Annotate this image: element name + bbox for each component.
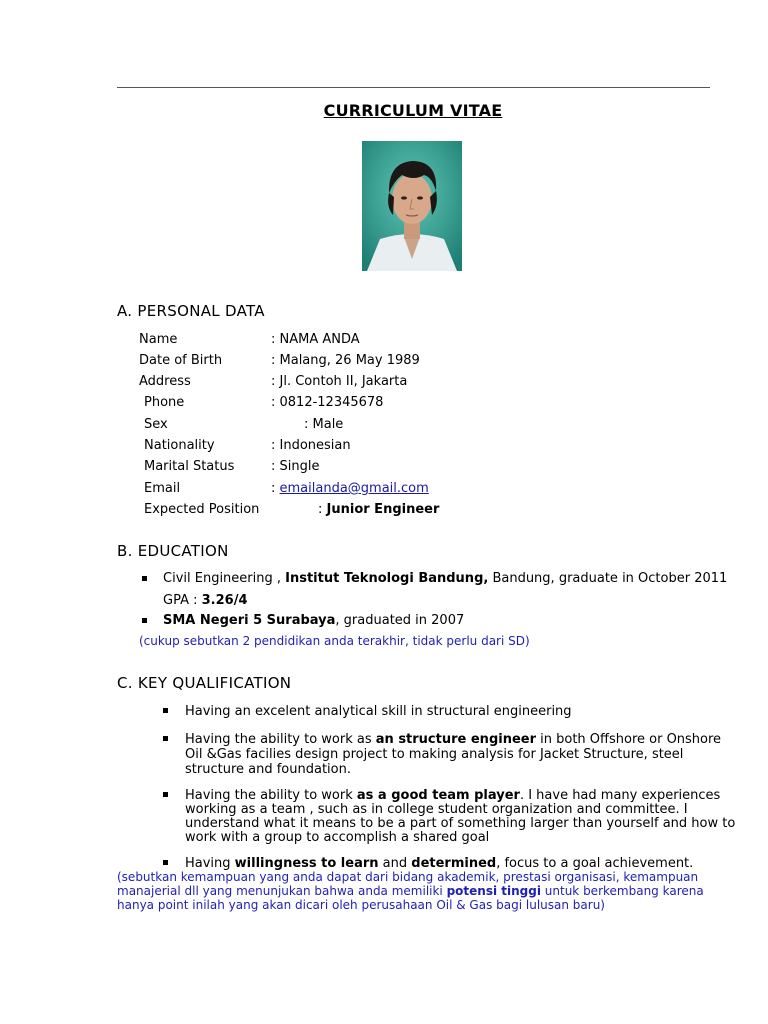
education-highschool-detail: , graduated in 2007 [335, 613, 465, 628]
text-span: and [378, 856, 412, 871]
section-heading-personal-data: A. PERSONAL DATA [117, 302, 265, 320]
qualification-item-4 [185, 856, 693, 871]
text-span: in both Offshore or Onshore [536, 732, 722, 747]
personal-label: Date of Birth [139, 353, 223, 368]
qualification-item-3-line-4: work with a group to accomplish a shared goal [185, 830, 490, 845]
qualification-note-line-2 [117, 884, 704, 898]
education-university-detail: Bandung, graduate in October 2011 [488, 571, 728, 586]
text-span: . I have had many experiences [519, 788, 721, 803]
qualification-item-3-line-2: working as a team , such as in college student organization and committee. I [185, 802, 688, 817]
personal-label: Phone [144, 395, 185, 410]
text-span: manajerial dll yang menunjukan bahwa anda memiliki [117, 884, 447, 898]
bullet-icon [163, 708, 168, 713]
document-title: CURRICULUM VITAE [323, 101, 503, 120]
qualification-item-2-line-3: structure and foundation. [185, 762, 351, 777]
education-highschool: SMA Negeri 5 Surabaya [163, 613, 336, 628]
personal-label: Name [139, 332, 178, 347]
text-span: Having [185, 856, 235, 871]
qualification-note-line-1: (sebutkan kemampuan yang anda dapat dari bidang akademik, prestasi organisasi, kemampuan [117, 870, 699, 884]
profile-photo [362, 141, 462, 271]
qualification-item-3-line-1 [185, 788, 720, 803]
profile-photo-image [362, 141, 462, 271]
personal-label: Nationality [144, 438, 215, 453]
bullet-icon [163, 736, 168, 741]
text-span: Having the ability to work as [185, 732, 376, 747]
personal-label: Marital Status [144, 459, 235, 474]
personal-value: : NAMA ANDA [271, 332, 360, 347]
bullet-icon [163, 860, 168, 865]
education-note: (cukup sebutkan 2 pendidikan anda terakhir, tidak perlu dari SD) [139, 634, 530, 648]
personal-value: : Malang, 26 May 1989 [271, 353, 420, 368]
education-university: Institut Teknologi Bandung, [285, 571, 489, 586]
education-item-university [163, 571, 727, 586]
education-item-highschool [163, 613, 464, 628]
email-link[interactable]: emailanda@gmail.com [279, 481, 429, 496]
personal-value: : 0812-12345678 [271, 395, 384, 410]
bullet-icon [142, 618, 147, 623]
personal-label: Email [144, 481, 181, 496]
qualification-emphasis: an structure engineer [375, 732, 536, 747]
text-span: untuk berkembang karena [540, 884, 704, 898]
text-span: , focus to a goal achievement. [496, 856, 694, 871]
personal-value: : Indonesian [271, 438, 351, 453]
email-prefix: : [271, 481, 280, 496]
gpa-value: 3.26/4 [201, 593, 248, 608]
qualification-note-line-3: hanya point inilah yang akan dicari oleh perusahaan Oil & Gas bagi lulusan baru) [117, 898, 605, 912]
bullet-icon [142, 576, 147, 581]
qualification-item-2-line-2: Oil &Gas facilies design project to making analysis for Jacket Structure, steel [185, 747, 684, 762]
education-gpa [163, 593, 248, 608]
gpa-label: GPA : [163, 593, 202, 608]
qualification-note-emphasis: potensi tinggi [446, 884, 541, 898]
qualification-emphasis: determined [411, 856, 497, 871]
personal-label: Address [139, 374, 191, 389]
qualification-item-3-line-3: understand what it means to be a part of something larger than yourself and how to [185, 816, 736, 831]
bullet-icon [163, 792, 168, 797]
section-heading-education: B. EDUCATION [117, 542, 229, 560]
expected-position-value: Junior Engineer [326, 502, 440, 517]
qualification-emphasis: as a good team player [356, 788, 520, 803]
header-rule [117, 87, 710, 88]
personal-value: : Jl. Contoh II, Jakarta [271, 374, 408, 389]
personal-label: Sex [144, 417, 168, 432]
personal-value: : Single [271, 459, 320, 474]
education-major: Civil Engineering , [163, 571, 286, 586]
qualification-item-1: Having an excelent analytical skill in structural engineering [185, 704, 572, 719]
qualification-emphasis: willingness to learn [234, 856, 379, 871]
qualification-item-2-line-1 [185, 732, 721, 747]
personal-value: : Male [304, 417, 344, 432]
section-heading-key-qualification: C. KEY QUALIFICATION [117, 674, 292, 692]
personal-label: Expected Position [144, 502, 260, 517]
personal-value [318, 502, 439, 517]
expected-position-prefix: : [318, 502, 327, 517]
personal-value [271, 481, 429, 496]
text-span: Having the ability to work [185, 788, 357, 803]
